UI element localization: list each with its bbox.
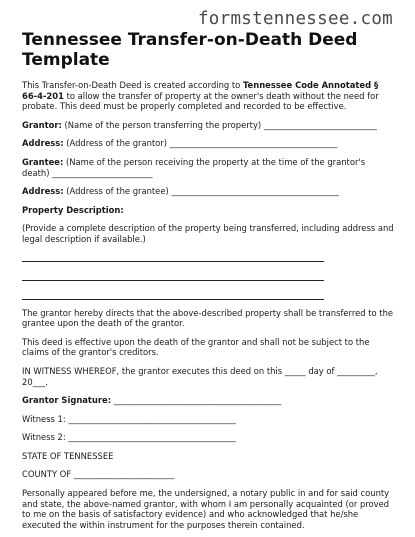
grantee-field[interactable] [22, 157, 394, 178]
grantee-instructions: (Name of the person receiving the property at the time of the grantor's death) ________________________ [22, 156, 366, 178]
transfer-statement: The grantor hereby directs that the above-described property shall be transferred to the grantee upon the death of the grantor. [22, 307, 394, 329]
grantee-address-field[interactable] [22, 186, 394, 197]
deed-body [22, 80, 394, 530]
grantor-label: Grantor: [22, 119, 62, 130]
grantor-address-instructions: (Address of the grantor) ________________________________________ [63, 138, 338, 149]
grantee-label: Grantee: [22, 156, 64, 167]
notary-paragraph: Personally appeared before me, the undersigned, a notary public in and for said county and state, the above-named grantor, with whom I am personally acquainted (or proved to me on the basis of satisfactory evidence) and who acknowledged that he/she executed the within instrument for the purposes therein contained. [22, 488, 390, 530]
grantee-address-label: Address: [22, 186, 64, 197]
intro-paragraph [22, 80, 394, 112]
state-label: STATE OF TENNESSEE [22, 450, 114, 461]
code-reference: Tennessee Code Annotated § 66-4-201 [22, 80, 379, 101]
signature-field[interactable] [22, 395, 394, 406]
property-line-2[interactable] [22, 270, 324, 281]
witness-1-field[interactable]: Witness 1: ________________________________________ [22, 413, 236, 424]
intro-text-1: This Transfer-on-Death Deed is created according to [22, 80, 243, 90]
grantor-field[interactable] [22, 120, 394, 131]
document-title: Tennessee Transfer-on-Death Deed Template [22, 30, 358, 70]
property-line-1[interactable] [22, 251, 324, 262]
property-line-3[interactable] [22, 289, 324, 300]
signature-line: ________________________________________ [111, 395, 282, 406]
grantor-instructions: (Name of the person transferring the property) ___________________________ [61, 119, 377, 130]
grantee-address-instructions: (Address of the grantee) ________________________________________ [63, 186, 339, 197]
signature-label: Grantor Signature: [22, 395, 112, 406]
county-field[interactable]: COUNTY OF ________________________ [22, 469, 175, 480]
property-heading: Property Description: [22, 204, 124, 215]
effective-statement: This deed is effective upon the death of the grantor and shall not be subject to the claims of the grantor's creditors. [22, 336, 370, 358]
site-watermark: formstennessee.com [197, 9, 393, 29]
witness-whereof[interactable]: IN WITNESS WHEREOF, the grantor executes this deed on this _____ day of _________, 20___. [22, 365, 378, 387]
property-instructions: (Provide a complete description of the property being transferred, including address and legal description if available.) [22, 223, 394, 244]
grantor-address-field[interactable] [22, 138, 394, 149]
witness-2-field[interactable]: Witness 2: ________________________________________ [22, 432, 236, 443]
grantor-address-label: Address: [22, 138, 64, 149]
intro-text-2: to allow the transfer of property at the owner's death without the need for probate. This deed must be properly completed and recorded to be effective. [22, 90, 379, 112]
